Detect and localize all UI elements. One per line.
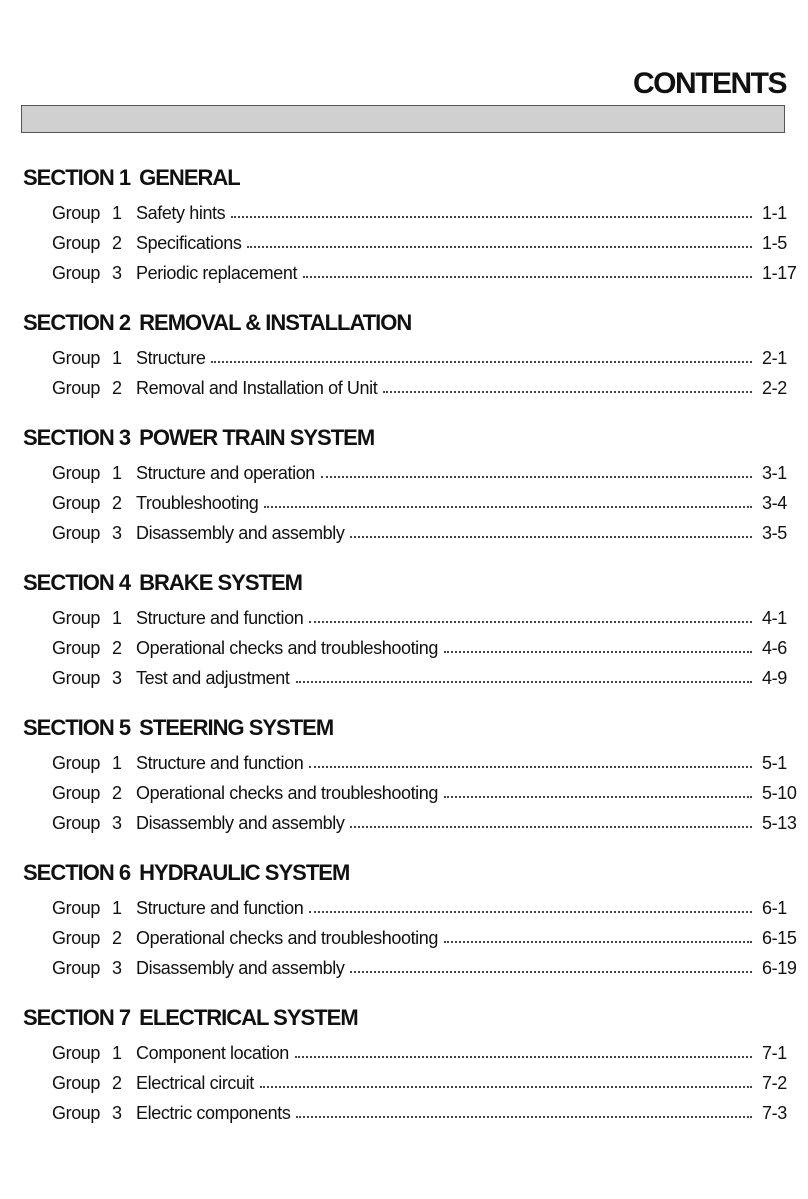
group-title: Operational checks and troubleshooting [136,928,439,948]
group-word: Group [52,958,101,978]
toc-entry[interactable] [0,748,808,778]
group-number: 1 [112,898,122,918]
page-reference: 1-17 [762,263,797,283]
group-title: Test and adjustment [136,668,290,688]
dot-leader [309,620,752,623]
page-reference: 3-1 [762,463,787,483]
toc-entry[interactable] [0,893,808,923]
toc-entry[interactable] [0,633,808,663]
page-reference: 2-2 [762,378,787,398]
page-reference: 7-2 [762,1073,787,1093]
section-heading[interactable] [23,1002,808,1038]
toc-entry[interactable] [0,488,808,518]
group-number: 2 [112,233,122,253]
group-word: Group [52,608,101,628]
section-title: ELECTRICAL SYSTEM [139,1005,358,1030]
page-reference: 5-1 [762,753,787,773]
group-number: 2 [112,378,122,398]
group-word: Group [52,668,101,688]
section-title: HYDRAULIC SYSTEM [139,860,350,885]
toc-entry[interactable] [0,778,808,808]
page-reference: 1-5 [762,233,787,253]
group-word: Group [52,1043,101,1063]
group-word: Group [52,898,101,918]
dot-leader [295,1055,752,1058]
group-number: 1 [112,463,122,483]
toc-entry[interactable] [0,808,808,838]
group-number: 3 [112,668,122,688]
section-title: POWER TRAIN SYSTEM [139,425,375,450]
toc-entry[interactable] [0,228,808,258]
section-heading[interactable] [23,712,808,748]
group-word: Group [52,378,101,398]
section-1 [0,162,808,307]
section-title: STEERING SYSTEM [139,715,334,740]
page-reference: 7-1 [762,1043,787,1063]
page-reference: 4-6 [762,638,787,658]
group-title: Structure [136,348,206,368]
group-number: 1 [112,753,122,773]
toc-entry[interactable] [0,458,808,488]
toc-entry[interactable] [0,258,808,288]
group-word: Group [52,1103,101,1123]
section-label: SECTION 4 [23,570,131,595]
group-title: Disassembly and assembly [136,813,345,833]
dot-leader [309,765,752,768]
group-word: Group [52,783,101,803]
group-title: Troubleshooting [136,493,259,513]
group-number: 2 [112,783,122,803]
section-label: SECTION 5 [23,715,131,740]
dot-leader [444,650,752,653]
group-word: Group [52,638,101,658]
section-title: GENERAL [139,165,240,190]
section-2 [0,307,808,422]
group-title: Component location [136,1043,289,1063]
dot-leader [260,1085,752,1088]
page-reference: 6-15 [762,928,797,948]
dot-leader [303,275,752,278]
toc-entry[interactable] [0,663,808,693]
group-title: Structure and operation [136,463,315,483]
toc-entry[interactable] [0,1098,808,1128]
section-heading[interactable] [23,307,808,343]
group-title: Disassembly and assembly [136,958,345,978]
group-title: Disassembly and assembly [136,523,345,543]
page-reference: 4-9 [762,668,787,688]
group-word: Group [52,523,101,543]
group-word: Group [52,493,101,513]
toc-entry[interactable] [0,953,808,983]
page-reference: 3-5 [762,523,787,543]
section-title: BRAKE SYSTEM [139,570,302,595]
group-word: Group [52,203,101,223]
group-number: 2 [112,928,122,948]
page-reference: 6-1 [762,898,787,918]
dot-leader [444,795,752,798]
dot-leader [296,1115,752,1118]
page-reference: 3-4 [762,493,787,513]
group-number: 1 [112,348,122,368]
dot-leader [231,215,752,218]
section-title: REMOVAL & INSTALLATION [139,310,412,335]
toc-entry[interactable] [0,373,808,403]
group-title: Electrical circuit [136,1073,254,1093]
toc-entry[interactable] [0,1068,808,1098]
group-word: Group [52,1073,101,1093]
group-number: 3 [112,813,122,833]
page-reference: 2-1 [762,348,787,368]
section-label: SECTION 7 [23,1005,131,1030]
group-word: Group [52,348,101,368]
group-number: 3 [112,263,122,283]
toc-entry[interactable] [0,198,808,228]
page-title: CONTENTS [633,67,786,100]
group-title: Periodic replacement [136,263,298,283]
dot-leader [350,970,752,973]
group-number: 3 [112,1103,122,1123]
toc-entry[interactable] [0,603,808,633]
section-7 [0,1002,808,1147]
dot-leader [296,680,753,683]
group-title: Structure and function [136,608,304,628]
group-title: Electric components [136,1103,291,1123]
section-6 [0,857,808,1002]
group-title: Specifications [136,233,242,253]
toc-entry[interactable] [0,518,808,548]
group-number: 2 [112,638,122,658]
page-reference: 4-1 [762,608,787,628]
section-label: SECTION 2 [23,310,131,335]
group-title: Operational checks and troubleshooting [136,638,439,658]
toc-entry[interactable] [0,923,808,953]
group-number: 1 [112,608,122,628]
dot-leader [383,390,752,393]
page-reference: 6-19 [762,958,797,978]
section-heading[interactable] [23,567,808,603]
section-4 [0,567,808,712]
group-number: 3 [112,523,122,543]
section-5 [0,712,808,857]
section-heading[interactable] [23,857,808,893]
table-of-contents [0,162,808,1147]
group-word: Group [52,233,101,253]
page-reference: 5-10 [762,783,797,803]
group-number: 3 [112,958,122,978]
dot-leader [350,535,752,538]
section-3 [0,422,808,567]
dot-leader [444,940,752,943]
dot-leader [264,505,752,508]
dot-leader [321,475,752,478]
title-bar [21,105,785,133]
group-number: 1 [112,1043,122,1063]
toc-entry[interactable] [0,343,808,373]
toc-entry[interactable] [0,1038,808,1068]
group-number: 2 [112,493,122,513]
dot-leader [211,360,752,363]
page-reference: 1-1 [762,203,787,223]
group-number: 1 [112,203,122,223]
page-reference: 5-13 [762,813,797,833]
group-word: Group [52,263,101,283]
section-heading[interactable] [23,422,808,458]
section-label: SECTION 6 [23,860,131,885]
page-reference: 7-3 [762,1103,787,1123]
group-word: Group [52,928,101,948]
group-word: Group [52,463,101,483]
group-title: Removal and Installation of Unit [136,378,378,398]
dot-leader [247,245,752,248]
section-heading[interactable] [23,162,808,198]
dot-leader [350,825,752,828]
group-word: Group [52,753,101,773]
dot-leader [309,910,752,913]
group-title: Structure and function [136,753,304,773]
section-label: SECTION 1 [23,165,131,190]
section-label: SECTION 3 [23,425,131,450]
group-word: Group [52,813,101,833]
group-title: Operational checks and troubleshooting [136,783,439,803]
group-number: 2 [112,1073,122,1093]
group-title: Safety hints [136,203,226,223]
group-title: Structure and function [136,898,304,918]
